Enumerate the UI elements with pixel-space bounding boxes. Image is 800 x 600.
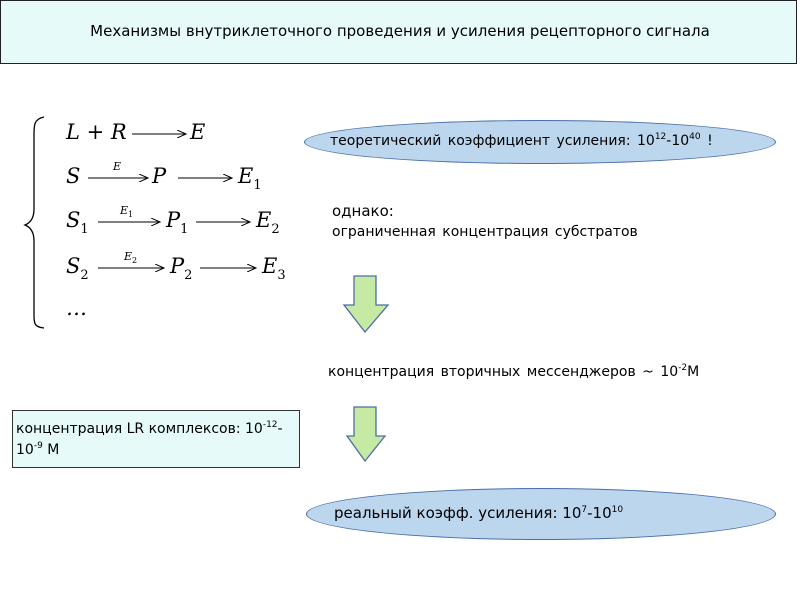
equation-row-2-product: P [152, 164, 167, 188]
equation-row-2-catalyst: E [113, 160, 122, 173]
down-arrow-icon [345, 406, 387, 462]
limited-substrate-text: ограниченная концентрация субстратов [332, 224, 638, 240]
equation-row-4-enzyme: $E_3$ [262, 254, 286, 283]
however-label: однако: [332, 202, 394, 220]
theoretical-coefficient-text: теоретический коэффициент усиления: $10^{12}-10^{40}$ ! [330, 132, 713, 149]
lr-complex-box [12, 410, 300, 468]
equation-row-2-enzyme: $E_1$ [238, 164, 262, 193]
lr-complex-line-1: концентрация LR комплексов: $10^{-12}-$ [16, 420, 283, 437]
equation-row-4-substrate: $S_2$ [66, 254, 89, 283]
equation-row-4-product: $P_2$ [170, 254, 193, 283]
real-coefficient-text: реальный коэфф. усиления: $10^7-10^{10}$ [334, 504, 624, 522]
equation-row-2-substrate: S [66, 164, 81, 188]
equation-ellipsis: … [66, 296, 87, 320]
equation-row-1-product: E [190, 120, 206, 144]
lr-complex-line-2: $10^{-9}$ М [16, 441, 60, 458]
equation-row-4-catalyst: $E_2$ [124, 250, 138, 265]
equation-row-3-product: $P_1$ [166, 208, 189, 237]
down-arrow-icon [342, 275, 390, 333]
page-title: Механизмы внутриклеточного проведения и усиления рецепторного сигнала [90, 22, 710, 40]
equation-row-3-catalyst: $E_1$ [120, 204, 134, 219]
equation-row-3-substrate: $S_1$ [66, 208, 89, 237]
equation-row-1: L + R [66, 120, 127, 144]
second-messenger-concentration: концентрация вторичных мессенджеров ~ $10^{-2}М$ [328, 363, 700, 380]
equation-row-3-enzyme: $E_2$ [256, 208, 280, 237]
